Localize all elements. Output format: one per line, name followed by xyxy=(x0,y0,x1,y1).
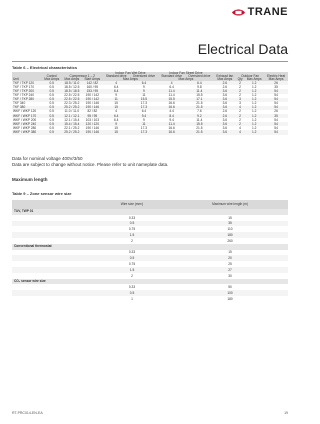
header-max-amps: Max Amps xyxy=(214,78,236,81)
table-cell: 15 xyxy=(103,106,130,110)
table-cell: 18.5 / 11.0 xyxy=(62,81,82,85)
table-cell: 0.5 xyxy=(49,109,54,114)
table-cell: 0.5 xyxy=(42,130,62,134)
table-cell: 190 / 146 xyxy=(82,106,103,110)
unit-cell: TKF / TKP 120 xyxy=(12,81,42,85)
table-cell: 2 xyxy=(236,81,244,85)
table-cell: 16.6 xyxy=(168,125,175,130)
header-rule xyxy=(12,61,288,62)
table-cell: 2 xyxy=(239,93,241,98)
table-cell: 3.6 xyxy=(214,106,236,110)
unit-cell: TKF 380 xyxy=(12,106,42,110)
table-cell: 9 xyxy=(143,84,145,89)
header-max-amps: Max Amps xyxy=(62,78,82,81)
table-cell: 3.6 xyxy=(222,93,228,98)
table-cell: 9.4 xyxy=(169,117,174,122)
table-cell: 4 xyxy=(239,125,241,130)
table-cell: 15.4 / 15.4 xyxy=(62,122,82,126)
table-section-label: Conventional thermostat xyxy=(12,244,288,250)
trane-logo-icon xyxy=(232,8,245,17)
table-cell: 2.6 xyxy=(222,84,228,89)
brand-name: TRANE xyxy=(247,6,288,18)
table-cell: 1.2 xyxy=(244,81,264,85)
table-cell: 15.5 xyxy=(158,98,185,102)
table-cell: 11.4 xyxy=(158,122,185,126)
table-cell: 17.3 xyxy=(130,106,159,110)
table-cell: 54 xyxy=(274,117,278,122)
table-cell: 11.4 xyxy=(168,93,175,98)
table-cell: 4 xyxy=(236,130,244,134)
electrical-characteristics-table xyxy=(12,72,288,135)
table-cell: 190 / 146 xyxy=(82,130,103,134)
table-cell: 4 xyxy=(158,81,185,85)
table-cell: 11.4 xyxy=(196,117,203,122)
table-cell: 190 / 142 xyxy=(82,98,103,102)
wire-size-cell: 0.33 xyxy=(128,285,136,290)
max-length-cell: 30 xyxy=(228,273,232,278)
table-cell: 2.6 xyxy=(222,109,228,114)
table-cell: 2 xyxy=(239,109,241,114)
table-cell: 0.5 xyxy=(42,98,62,102)
table-cell: 2 xyxy=(239,117,241,122)
table-cell: 54 xyxy=(264,122,288,126)
table6-body xyxy=(12,81,288,134)
table-cell: 1.2 xyxy=(251,117,257,122)
table-cell: 153 / 95 xyxy=(82,89,103,93)
table-cell: 16.6 xyxy=(168,101,175,106)
wire-size-cell: 2 xyxy=(131,273,133,278)
table-cell: 2 xyxy=(236,114,244,118)
table-cell: 9.2 xyxy=(185,114,214,118)
table-cell: 18.5 / 12.5 xyxy=(64,84,80,89)
table-cell: 11 xyxy=(103,98,130,102)
wire-size-cell: 0.5 xyxy=(129,256,135,261)
wire-size-cell: 1.5 xyxy=(129,267,135,272)
table6-caption: Table 6 – Electrical characteristics xyxy=(12,65,78,70)
table-cell: 160 / 95 xyxy=(86,84,99,89)
zone-sensor-wire-table xyxy=(12,200,288,302)
table-cell: 1.2 xyxy=(251,125,257,130)
table-cell: 0.5 xyxy=(49,125,54,130)
table-cell: 2.6 xyxy=(214,81,236,85)
table-cell: 3.6 xyxy=(214,89,236,93)
table-cell: 35 xyxy=(264,114,288,118)
table-cell: 15.5 xyxy=(130,98,159,102)
max-length-cell: 260 xyxy=(227,238,233,243)
max-length-cell: 50 xyxy=(228,285,232,290)
table-cell: 142 / 82 xyxy=(82,81,103,85)
page-number: 19 xyxy=(284,411,288,415)
header-exhaust-fan: Exhaust fan xyxy=(214,75,236,78)
header-start-amps: Start Amps xyxy=(82,78,103,81)
table-cell: 17.1 xyxy=(185,98,214,102)
table-cell: 54 xyxy=(264,89,288,93)
max-length-cell: 180 xyxy=(227,296,233,301)
table-cell: 6.4 xyxy=(103,114,130,118)
table-cell: 9 xyxy=(115,93,118,98)
table-cell: 22.5 / 22.5 xyxy=(64,93,80,98)
table-cell: 7.6 xyxy=(197,109,202,114)
unit-cell: TKF / TKP 170 xyxy=(13,84,34,89)
table-cell: 16.6 xyxy=(158,130,185,134)
table-cell: 17.3 xyxy=(130,130,159,134)
table-cell: 3 xyxy=(239,101,241,106)
table-cell: 95 / 95 xyxy=(82,114,103,118)
table-cell: 22.1 / 25.2 xyxy=(64,125,80,130)
table-cell: 103 / 103 xyxy=(85,117,99,122)
table-cell: 0.5 xyxy=(42,89,62,93)
table-cell: 3.6 xyxy=(214,122,236,126)
header-oversized-drive: Oversized drive xyxy=(185,75,214,78)
table9-body xyxy=(12,209,288,302)
table-cell: 12.1 / 15.4 xyxy=(64,117,80,122)
table-cell: 3.6 xyxy=(214,98,236,102)
wire-size-cell: 0.33 xyxy=(128,250,136,255)
table-cell: 6.4 xyxy=(130,81,159,85)
table-cell: 1.2 xyxy=(251,93,257,98)
table9-header-row xyxy=(12,200,288,209)
header-max-amps: Max Amps xyxy=(244,78,264,81)
table-cell: 15 xyxy=(114,125,118,130)
header-control: Control xyxy=(42,75,62,78)
table-cell: 3.6 xyxy=(222,101,228,106)
table-cell: 9.8 xyxy=(197,84,202,89)
maximum-length-heading: Maximum length xyxy=(12,177,48,182)
table-cell: 26 xyxy=(274,109,278,114)
brand-logo xyxy=(232,6,288,18)
table-cell: 11 xyxy=(130,122,159,126)
table-cell: 1.2 xyxy=(251,101,257,106)
table-cell: 1.2 xyxy=(251,109,257,114)
wire-size-cell: 0.75 xyxy=(128,227,136,232)
table-cell: 190 / 146 xyxy=(85,125,99,130)
table-cell: 12.1 / 12.1 xyxy=(62,114,82,118)
unit-cell: TKF 340 xyxy=(13,101,26,106)
header-compressor: Compressor 1 – 2 xyxy=(62,75,103,78)
table-section-label: CO₂ sensor wire size xyxy=(12,279,288,285)
table-cell: 21.5 xyxy=(196,101,203,106)
table-cell: 4 xyxy=(115,109,118,114)
table-cell: 15.5 xyxy=(185,122,214,126)
wire-size-cell: 1.5 xyxy=(129,233,135,238)
table-cell: 3 xyxy=(236,98,244,102)
table-cell: 25.2 / 25.2 xyxy=(62,106,82,110)
table-cell: 21.5 xyxy=(185,130,214,134)
table-cell: 16.6 xyxy=(158,106,185,110)
table-cell: 3.6 xyxy=(222,117,228,122)
table-cell: 6.4 xyxy=(185,81,214,85)
table-cell: 1.2 xyxy=(244,98,264,102)
wire-size-cell: 1 xyxy=(131,296,133,301)
unit-cell: WKF / WKP 200 xyxy=(13,117,37,122)
table-cell: 11.0 / 11.0 xyxy=(64,109,80,114)
table-cell: 0.5 xyxy=(49,84,54,89)
max-length-cell: 110 xyxy=(227,227,233,232)
table-cell: 1.2 xyxy=(244,89,264,93)
table-cell: 0.5 xyxy=(49,101,54,106)
max-length-cell: 15 xyxy=(228,250,232,255)
table-cell: 21.5 xyxy=(185,106,214,110)
table-cell: 15.5 xyxy=(196,93,203,98)
table-cell: 2 xyxy=(236,122,244,126)
table-cell: 15 xyxy=(103,130,130,134)
table-cell: 82 / 82 xyxy=(87,109,98,114)
wire-size-cell: 0.5 xyxy=(129,221,135,226)
table-cell: 54 xyxy=(264,98,288,102)
table-cell: 6.4 xyxy=(113,117,119,122)
table-cell: 17.3 xyxy=(140,101,148,106)
table-cell: 4.4 xyxy=(169,109,174,114)
table-cell: 26 xyxy=(264,81,288,85)
unit-cell: WKF / WKP 120 xyxy=(13,109,37,114)
max-length-cell: 100 xyxy=(227,291,233,296)
unit-cell: WKF / WKP 280 xyxy=(13,125,37,130)
unit-cell: TKF / TKP 240 xyxy=(13,93,34,98)
table-cell: 17.3 xyxy=(140,125,148,130)
unit-cell: WKF / WKP 380 xyxy=(12,130,42,134)
table-cell: 11.4 xyxy=(158,89,185,93)
header-wire-size: Wire size (mm²) xyxy=(120,201,144,206)
max-length-cell: 35 xyxy=(228,221,232,226)
unit-cell: WKF / WKP 170 xyxy=(12,114,42,118)
max-length-cell: 20 xyxy=(228,256,232,261)
table-cell: 2.6 xyxy=(214,114,236,118)
max-length-cell: 180 xyxy=(227,233,233,238)
table-cell: 15 xyxy=(114,101,118,106)
table-cell: 8.4 xyxy=(158,114,185,118)
header-standard-drive: Standard drive xyxy=(103,75,130,78)
table-cell: 9 xyxy=(130,89,159,93)
wire-size-cell: 0.75 xyxy=(128,262,136,267)
header-max-amps: Max Amps xyxy=(158,78,213,81)
table-cell: 6.4 xyxy=(103,89,130,93)
nominal-voltage-note: Data for nominal voltage 400V/3/50 xyxy=(12,156,83,161)
table-cell: 9 xyxy=(103,122,130,126)
header-indoor-wet: Indoor Fan Wet Drive xyxy=(103,72,158,75)
table-row xyxy=(12,130,288,134)
table-cell: 54 xyxy=(274,101,278,106)
header-standard-drive: Standard drive xyxy=(158,75,185,78)
header-indoor-street: Indoor Fan Street Drive xyxy=(158,72,213,75)
table-cell: 54 xyxy=(274,93,278,98)
table-cell: 1.2 xyxy=(244,130,264,134)
wire-size-cell: 0.5 xyxy=(129,291,135,296)
table-cell: 54 xyxy=(274,125,278,130)
max-length-cell: 15 xyxy=(228,215,232,220)
wire-size-cell: 2 xyxy=(131,238,133,243)
table-cell: 25.2 / 25.2 xyxy=(62,130,82,134)
unit-cell: TKF / TKP 200 xyxy=(12,89,42,93)
header-max-amps: Max Amps xyxy=(264,78,288,81)
table-cell: 1.2 xyxy=(244,114,264,118)
table-row xyxy=(12,296,288,302)
table-cell: 11 xyxy=(142,93,146,98)
table-cell: 0.5 xyxy=(42,81,62,85)
unit-cell: WKF / WKP 240 xyxy=(12,122,42,126)
header-max-amps: Max Amps xyxy=(42,78,62,81)
header-oversized-drive: Oversized drive xyxy=(130,75,159,78)
header-unit: Unit xyxy=(12,78,42,81)
table-cell: 6.4 xyxy=(169,84,174,89)
table-cell: 9.4 xyxy=(130,114,159,118)
header-outdoor-fan: Outdoor Fan xyxy=(236,75,264,78)
table-cell: 190 / 146 xyxy=(85,101,99,106)
table9-caption: Table 9 – Zone sensor wire size xyxy=(12,191,72,196)
table-cell: 1.2 xyxy=(251,84,257,89)
table-cell: 0.5 xyxy=(42,114,62,118)
unit-cell: TKF / TKP 280 xyxy=(12,98,42,102)
table-cell: 22.3 / 25.2 xyxy=(64,101,80,106)
table-cell: 1.2 xyxy=(244,106,264,110)
table-cell: 2 xyxy=(239,84,241,89)
change-notice-note: Data are subject to change without notice. Please refer to unit nameplate data. xyxy=(12,162,169,167)
table-cell: 0.5 xyxy=(49,117,54,122)
table-section-label: TUV, TWP 01 xyxy=(12,209,288,215)
table-cell: 0.5 xyxy=(42,122,62,126)
table-cell: 190 / 142 xyxy=(85,93,99,98)
max-length-cell: 25 xyxy=(228,262,232,267)
table-cell: 4 xyxy=(236,106,244,110)
table-cell: 2 xyxy=(236,89,244,93)
table-cell: 0.5 xyxy=(42,106,62,110)
header-max-wire-length: Maximum wire length (m) xyxy=(212,201,248,206)
header-max-amps: Max Amps xyxy=(103,78,158,81)
table-cell: 22.5 / 22.5 xyxy=(62,98,82,102)
table-cell: 4 xyxy=(103,81,130,85)
header-electric-heat: Electric Heat xyxy=(264,75,288,78)
table-cell: 3.6 xyxy=(214,130,236,134)
table-cell: 3.6 xyxy=(222,125,228,130)
table-cell: 54 xyxy=(264,130,288,134)
header-qty: Qty xyxy=(237,77,243,82)
table-cell: 21.5 xyxy=(196,125,203,130)
table-cell: 6.4 xyxy=(113,84,119,89)
table-cell: 18.5 / 18.5 xyxy=(62,89,82,93)
table-cell: 9 xyxy=(143,117,145,122)
document-code: RT-PRC014-EN-EA xyxy=(12,411,43,415)
table-cell: 35 xyxy=(274,84,278,89)
wire-size-cell: 0.33 xyxy=(128,215,136,220)
page-title: Electrical Data xyxy=(197,41,288,57)
table-cell: 11.4 xyxy=(185,89,214,93)
table-cell: 54 xyxy=(264,106,288,110)
table-cell: 6.4 xyxy=(141,109,147,114)
table-cell: 1.2 xyxy=(244,122,264,126)
max-length-cell: 27 xyxy=(228,267,232,272)
table-cell: 0.5 xyxy=(49,93,54,98)
table-cell: 120 / 120 xyxy=(82,122,103,126)
